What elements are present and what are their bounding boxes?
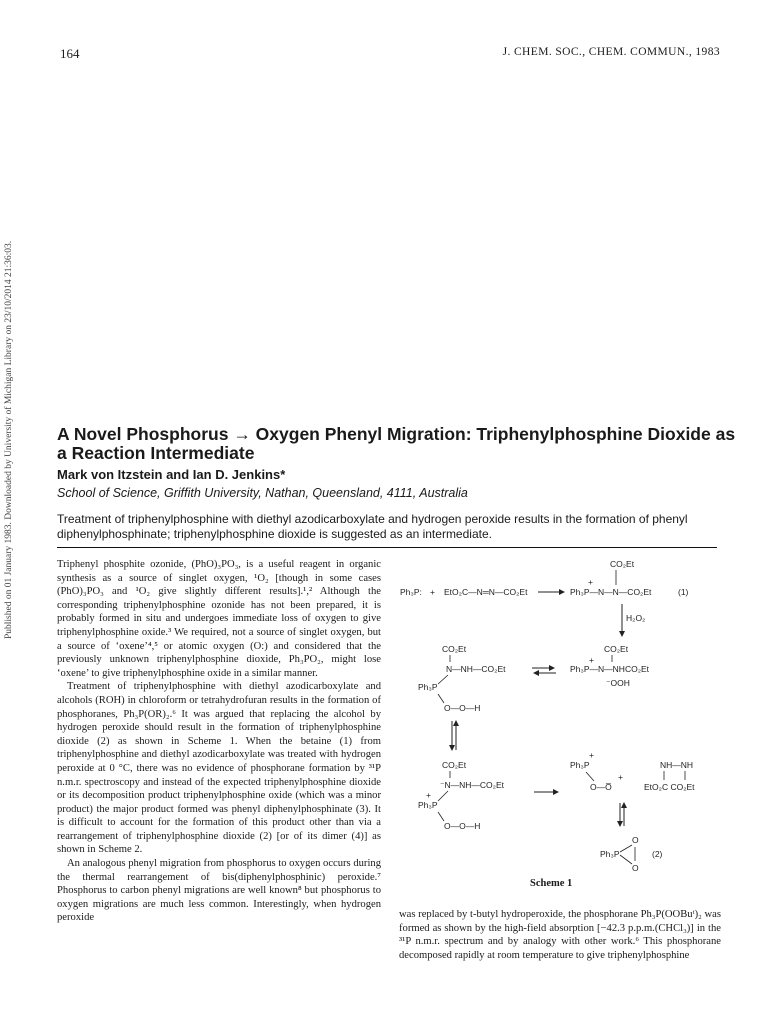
scheme-ph3p-2: Ph₃P	[418, 800, 438, 810]
scheme-plus-2: +	[618, 772, 623, 782]
scheme-compound-2-label: (2)	[652, 849, 663, 859]
abstract-divider	[57, 547, 717, 548]
scheme-peroxide: O—O̅	[590, 782, 612, 792]
scheme-betaine: Ph₃P—N—N—CO₂Et	[570, 587, 652, 597]
body-right-column	[399, 908, 721, 962]
scheme-cation-3: +	[426, 790, 431, 800]
scheme-azodicarboxylate: EtO₂C—N═N—CO₂Et	[444, 587, 528, 597]
scheme-h2o2: H₂O₂	[626, 613, 646, 623]
article-affiliation: School of Science, Griffith University, Nathan, Queensland, 4111, Australia	[57, 486, 468, 500]
body-paragraph: Triphenyl phosphite ozonide, (PhO)₃PO₃, is a useful reagent in organic synthesis as a source of singlet oxygen, ¹O₂ [though in some cases (PhO)₃PO₃ and ¹O₂ give slightly different results].¹,² Although the corresponding triphenylphosphine ozonide has not been prepared, it is probably formed in situ and undergoes immediate loss of oxygen to give triphenylphosphine oxide.³ We required, not a source of singlet oxygen, but a source of ‘oxene’⁴,⁵ or atomic oxygen (O:) and considered that the previously unknown triphenylphosphine dioxide, Ph₃PO₂, might lose ‘oxene’ to give triphenylphosphine oxide in a similar manner.	[57, 559, 381, 679]
scheme-ooh-chain-1: O—O—H	[444, 703, 481, 713]
scheme-cation-4: +	[589, 750, 594, 760]
scheme-hydrazine-top: NH—NH	[660, 760, 694, 770]
body-paragraph: was replaced by t-butyl hydroperoxide, the phosphorane Ph₃P(OOBuᵗ)₂ was formed as shown by the high-field absorption [−42.3 p.p.m.(CHCl₃)] in the ³¹P n.m.r. spectrum and by analogy with other work.⁶ This phosphorane decomposed rapidly at room temperature to give triphenylphosphine	[399, 909, 721, 961]
scheme-co2et-2: CO₂Et	[442, 644, 467, 654]
body-paragraph: Treatment of triphenylphosphine with diethyl azodicarboxylate and alcohols (ROH) in chloroform or tetrahydrofuran results in the formation of phosphoranes, Ph₃P(OR)₂.⁶ It was argued that replacing the alcohol by hydrogen peroxide should result in the formation of triphenylphosphine dioxide (2) as shown in Scheme 1. When the betaine (1) from triphenylphosphine and diethyl azodicarboxylate was treated with hydrogen peroxide at 0 °C, there was no evidence of phosphorane formation by ³¹P n.m.r. spectroscopy and instead of the expected triphenylphosphine dioxide or its decomposition product triphenylphosphine oxide (which was a minor product) the major product formed was phenyl diphenylphosphinate (3). It is difficult to account for the formation of this product other than via a rearrangement of triphenylphosphine dioxide (2) [or of its dimer (4)] as shown in Scheme 2.	[57, 681, 381, 856]
scheme-ooh-chain-2: O—O—H	[444, 821, 481, 831]
scheme-caption: Scheme 1	[530, 878, 573, 889]
scheme-bond-8	[438, 812, 444, 821]
scheme-bond-7	[438, 791, 448, 801]
scheme-bond-4	[438, 694, 444, 703]
scheme-ph3p-1: Ph₃P	[418, 682, 438, 692]
scheme-ph3p-reactant: Ph₃P:	[400, 587, 422, 597]
scheme-bond-12	[620, 845, 632, 852]
reaction-scheme	[394, 558, 730, 888]
scheme-ph3p-3: Ph₃P	[570, 760, 590, 770]
article-authors: Mark von Itzstein and Ian D. Jenkins*	[57, 467, 286, 482]
scheme-cation-1: +	[588, 577, 593, 587]
scheme-nh-co2et-1: N—NH—CO₂Et	[446, 664, 506, 674]
scheme-co2et-4: CO₂Et	[442, 760, 467, 770]
scheme-co2et-1: CO₂Et	[610, 559, 635, 569]
scheme-co2et-3: CO₂Et	[604, 644, 629, 654]
scheme-hydrazine-bottom: EtO₂C CO₂Et	[644, 782, 695, 792]
article-title: A Novel Phosphorus → Oxygen Phenyl Migration: Triphenylphosphine Dioxide as a Reaction Intermediate	[57, 424, 736, 463]
scheme-anion-chain: ⁻N—NH—CO₂Et	[440, 780, 504, 790]
running-head: J. CHEM. SOC., CHEM. COMMUN., 1983	[502, 46, 720, 58]
scheme-bond-9	[586, 772, 594, 781]
scheme-o-bottom: O	[632, 863, 639, 873]
scheme-plus: +	[430, 587, 435, 597]
scheme-cation-2: +	[589, 655, 594, 665]
scheme-ph3p-4: Ph₃P	[600, 849, 620, 859]
body-left-column	[57, 558, 381, 925]
page-number: 164	[60, 46, 80, 61]
scheme-bond-3	[438, 675, 448, 684]
scheme-bond-13	[620, 855, 632, 864]
scheme-ooh-anion: ⁻OOH	[606, 678, 630, 688]
article-abstract: Treatment of triphenylphosphine with diethyl azodicarboxylate and hydrogen peroxide results in the formation of phenyl diphenylphosphinate; triphenylphosphine dioxide is suggested as an intermediate.	[57, 512, 688, 541]
body-paragraph: An analogous phenyl migration from phosphorus to oxygen occurs during the thermal rearrangement of bis(diphenylphosphinic) peroxide.⁷ Phosphorus to carbon phenyl migrations are well known⁸ but phosphorus to oxygen migrations are much less common. Interestingly, when hydrogen peroxide	[57, 858, 381, 924]
scheme-compound-1-label: (1)	[678, 587, 689, 597]
scheme-ph3p-nhco2et: Ph₃P—N—NHCO₂Et	[570, 664, 650, 674]
download-watermark: Published on 01 January 1983. Downloaded by University of Michigan Library on 23/10/2014 21:36:03.	[4, 240, 14, 640]
scheme-o-top: O	[632, 835, 639, 845]
